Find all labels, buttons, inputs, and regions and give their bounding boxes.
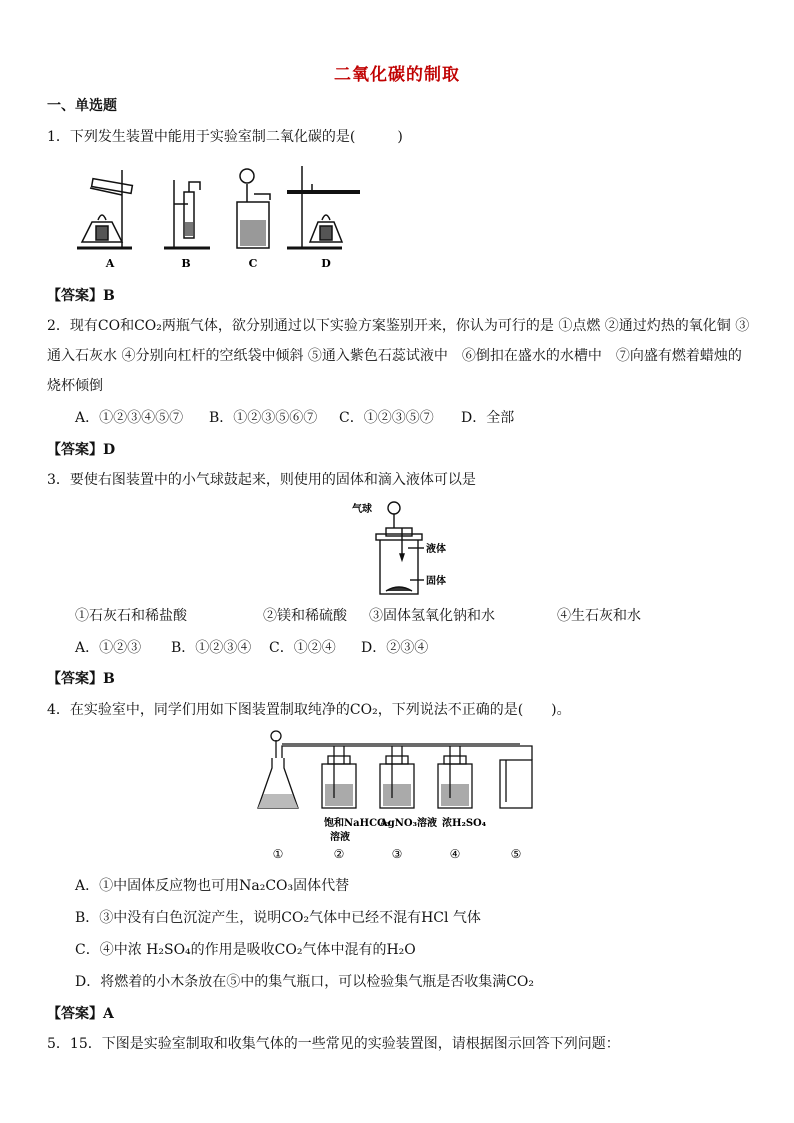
q2-stem-line2: 通入石灰水 ④分别向杠杆的空纸袋中倾斜 ⑤通入紫色石蕊试液中 ⑥倒扣在盛水的水槽中 ⑦向盛有燃着蜡烛的 [47,348,742,364]
figure-label-b: B [181,257,191,270]
q4-label-bottle4: 浓H₂SO₄ [442,818,487,829]
q2-options [75,408,514,428]
q4-number-2: ② [333,847,345,861]
q4-option-b[interactable]: B．③中没有白色沉淀产生，说明CO₂气体中已经不混有HCl 气体 [75,910,481,926]
q1-answer: 【答案】B [47,288,115,304]
q3-item-4: ④生石灰和水 [557,608,641,624]
q3-item-3: ③固体氢氧化钠和水 [369,608,495,624]
figure-label-a: A [105,257,115,270]
q3-option-b[interactable]: B．①②③④ [171,640,252,656]
q4-stem: 4．在实验室中，同学们用如下图装置制取纯净的CO₂，下列说法不正确的是( )。 [47,702,571,718]
figure-label-d: D [321,257,331,270]
q4-option-c[interactable]: C．④中浓 H₂SO₄的作用是吸收CO₂气体中混有的H₂O [75,942,416,958]
q3-label-liquid: 液体 [426,544,446,555]
q4-number-1: ① [272,847,284,861]
q4-answer: 【答案】A [47,1006,114,1022]
q3-option-d[interactable]: D．②③④ [361,640,429,656]
page-title: 二氧化碳的制取 [334,65,460,85]
q2-stem-line1: 2．现有CO和CO₂两瓶气体，欲分别通过以下实验方案鉴别开来，你认为可行的是 ①点燃 ②通过灼热的氧化铜 ③ [47,318,750,334]
q4-label-bottle3: AgNO₃溶液 [380,818,437,829]
figure-label-c: C [248,257,258,270]
q3-item-1: ①石灰石和稀盐酸 [75,608,187,624]
q2-option-a[interactable]: A．①②③④⑤⑦ [75,410,184,426]
q3-item-2: ②镁和稀硫酸 [263,608,347,624]
q2-answer: 【答案】D [47,442,116,458]
q4-purification-apparatus-figure [250,728,550,866]
q3-stem: 3．要使右图装置中的小气球鼓起来，则使用的固体和滴入液体可以是 [47,472,476,488]
q4-number-3: ③ [391,847,403,861]
q3-label-solid: 固体 [426,576,446,587]
q4-label-bottle2-line2: 溶液 [330,832,350,843]
q4-option-d[interactable]: D．将燃着的小木条放在⑤中的集气瓶口，可以检验集气瓶是否收集满CO₂ [75,974,535,990]
q1-apparatus-figure [72,162,372,272]
q2-stem-line3: 烧杯倾倒 [47,378,103,394]
q2-option-c[interactable]: C．①②③⑤⑦ [339,410,434,426]
q3-balloon-apparatus-figure [350,498,460,600]
q3-answer: 【答案】B [47,671,115,687]
q4-label-bottle2: 饱和NaHCO₃ [324,818,391,829]
q3-label-balloon: 气球 [352,504,372,515]
q1-stem: 1．下列发生装置中能用于实验室制二氧化碳的是( ) [47,129,403,145]
q2-option-b[interactable]: B．①②③⑤⑥⑦ [209,410,318,426]
q3-options [75,638,428,658]
q5-stem: 5．15．下图是实验室制取和收集气体的一些常见的实验装置图，请根据图示回答下列问题： [47,1036,620,1052]
q4-option-a[interactable]: A．①中固体反应物也可用Na₂CO₃固体代替 [75,878,350,894]
section-heading: 一、单选题 [47,98,117,114]
q4-number-4: ④ [449,847,461,861]
q2-option-d[interactable]: D．全部 [461,410,515,426]
q4-number-5: ⑤ [510,847,522,861]
q3-option-c[interactable]: C．①②④ [269,640,336,656]
q3-option-a[interactable]: A．①②③ [75,640,142,656]
q3-items [75,606,641,626]
